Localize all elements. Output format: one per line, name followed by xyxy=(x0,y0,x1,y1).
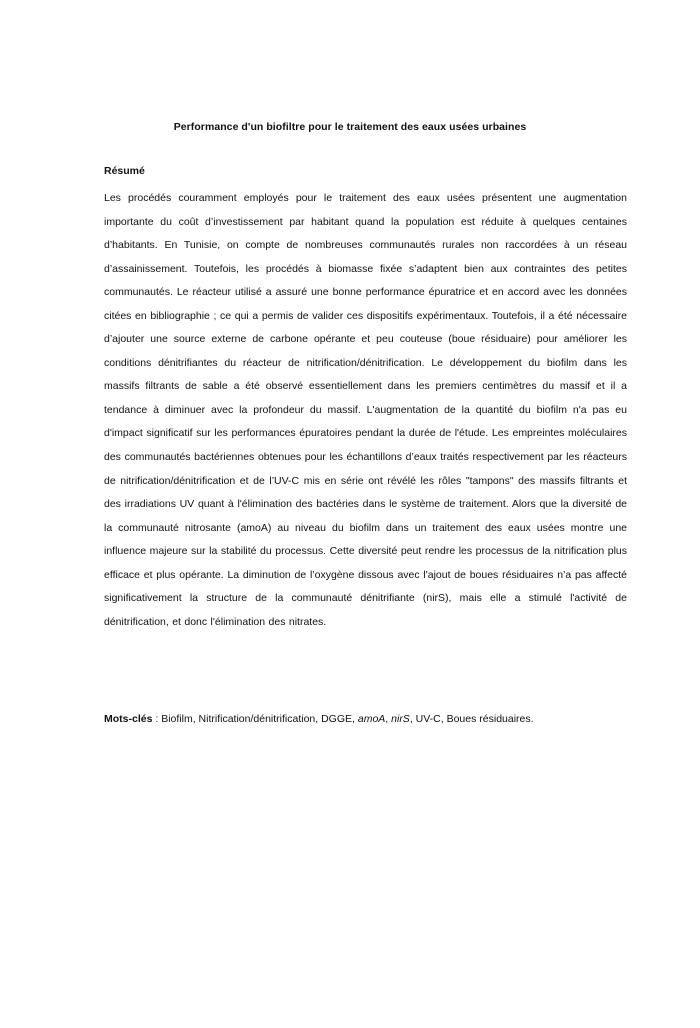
keywords-comma: , xyxy=(385,713,392,725)
keyword-nirs: nirS xyxy=(391,713,410,725)
abstract-heading: Résumé xyxy=(104,165,145,177)
keywords-separator: : xyxy=(152,713,162,725)
abstract-body: Les procédés couramment employés pour le traitement des eaux usées présentent une augmentation importante du coût d’investissement par habitant quand la population est réduite à quelques centaines d’habitants. En Tunisie, on compte de nombreuses communautés rurales non raccordées à un réseau d’assainissement. Toutefois, les procédés à biomasse fixée s’adaptent bien aux contraintes des petites communautés. Le réacteur utilisé a assuré une bonne performance épuratrice et en accord avec les données citées en bibliographie ; ce qui a permis de valider ces dispositifs expérimentaux. Toutefois, il a été nécessaire d’ajouter une source externe de carbone opérante et peu couteuse (boue résiduaire) pour améliorer les conditions dénitrifiantes du réacteur de nitrification/dénitrification. Le développement du biofilm dans les massifs filtrants de sable a été observé essentiellement dans les premiers centimètres du massif et il a tendance à diminuer avec la profondeur du massif. L'augmentation de la quantité du biofilm n'a pas eu d'impact significatif sur les performances épuratoires pendant la durée de l'étude. Les empreintes moléculaires des communautés bactériennes obtenues pour les échantillons d’eaux traités respectivement par les réacteurs de nitrification/dénitrification et de l’UV-C mis en série ont révélé les rôles "tampons" des massifs filtrants et des irradiations UV quant à l'élimination des bactéries dans le système de traitement. Alors que la diversité de la communauté nitrosante (amoA) au niveau du biofilm dans un traitement des eaux usées montre une influence majeure sur la stabilité du processus. Cette diversité peut rendre les processus de la nitrification plus efficace et plus opérante. La diminution de l’oxygène dissous avec l'ajout de boues résiduaires n’a pas affecté significativement la structure de la communauté dénitrifiante (nirS), mais elle a stimulé l'activité de dénitrification, et donc l'élimination des nitrates. xyxy=(104,192,627,628)
keywords-label: Mots-clés xyxy=(104,713,153,725)
document-title: Performance d'un biofiltre pour le traitement des eaux usées urbaines xyxy=(173,121,527,133)
keyword-amoa: amoA xyxy=(357,713,386,725)
keywords-part-2: , UV-C, Boues résiduaires. xyxy=(409,713,534,725)
keywords-line xyxy=(104,708,644,731)
keywords-part-1: Biofilm, Nitrification/dénitrification, DGGE, xyxy=(161,713,358,725)
